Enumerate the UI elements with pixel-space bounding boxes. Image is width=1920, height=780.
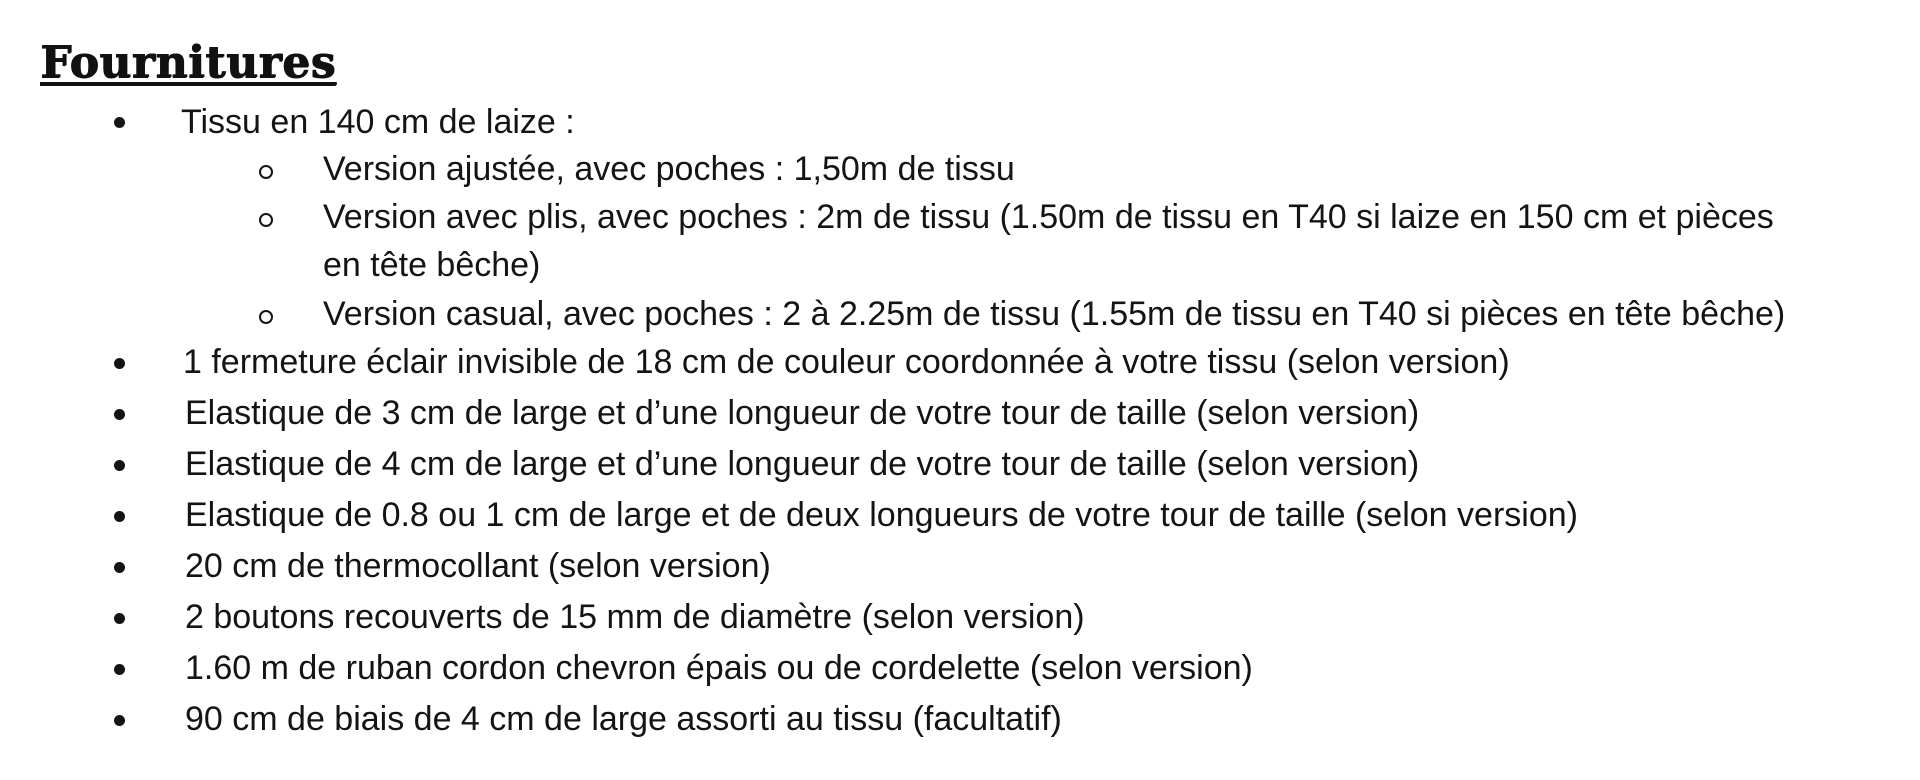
bullet-icon <box>114 117 125 128</box>
hollow-bullet-icon <box>259 213 273 227</box>
bullet-icon <box>114 562 125 573</box>
sub-list-item-text: Version ajustée, avec poches : 1,50m de tissu <box>323 150 1015 188</box>
bullet-icon <box>114 613 125 624</box>
list-item-text: Elastique de 4 cm de large et d’une longueur de votre tour de taille (selon version) <box>185 445 1420 483</box>
bullet-icon <box>114 358 125 369</box>
bullet-icon <box>114 715 125 726</box>
hollow-bullet-icon <box>259 165 273 179</box>
sub-list-item-text-line-1: Version avec plis, avec poches : 2m de tissu (1.50m de tissu en T40 si laize en 150 cm et pièces <box>323 198 1774 236</box>
bullet-icon <box>114 511 125 522</box>
list-item-text: 20 cm de thermocollant (selon version) <box>185 547 771 585</box>
list-item-text: 90 cm de biais de 4 cm de large assorti au tissu (facultatif) <box>185 700 1062 738</box>
sub-list-item-text-line-2: en tête bêche) <box>323 246 541 284</box>
sub-list-item-text: Version casual, avec poches : 2 à 2.25m de tissu (1.55m de tissu en T40 si pièces en tête bêche) <box>323 295 1786 333</box>
bullet-icon <box>114 664 125 675</box>
list-item-text: 1 fermeture éclair invisible de 18 cm de couleur coordonnée à votre tissu (selon version) <box>183 343 1510 381</box>
list-item-text: Elastique de 3 cm de large et d’une longueur de votre tour de taille (selon version) <box>185 394 1420 432</box>
page-title: Fournitures <box>40 37 336 88</box>
list-item-text: Tissu en 140 cm de laize : <box>181 103 575 141</box>
hollow-bullet-icon <box>259 310 273 324</box>
list-item-text: 2 boutons recouverts de 15 mm de diamètre (selon version) <box>185 598 1085 636</box>
bullet-icon <box>114 460 125 471</box>
list-item-text: 1.60 m de ruban cordon chevron épais ou de cordelette (selon version) <box>185 649 1253 687</box>
list-item-text: Elastique de 0.8 ou 1 cm de large et de deux longueurs de votre tour de taille (selon version) <box>185 496 1578 534</box>
bullet-icon <box>114 409 125 420</box>
